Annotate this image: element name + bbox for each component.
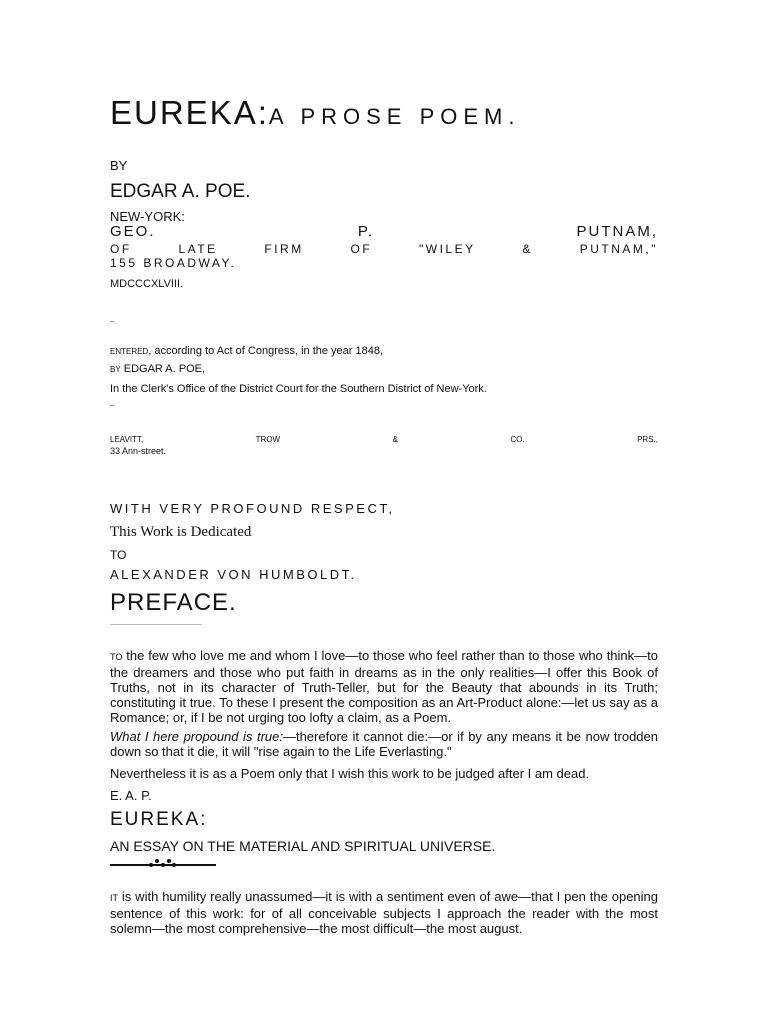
book-title — [110, 94, 520, 132]
preface-paragraph-3: Nevertheless it is as a Poem only that I wish this work to be judged after I am dead. — [110, 766, 590, 781]
publisher-name — [110, 223, 658, 240]
title-main: EUREKA: — [110, 94, 269, 131]
essay-subtitle: AN ESSAY ON THE MATERIAL AND SPIRITUAL UNIVERSE. — [110, 838, 496, 854]
publisher-firm — [110, 242, 658, 256]
firm-word: & — [522, 242, 533, 256]
title-subtitle: A PROSE POEM. — [268, 104, 521, 129]
publisher-word: PUTNAM, — [576, 223, 658, 240]
italic-text: What I here propound is true: — [110, 729, 283, 744]
preface-rule — [110, 624, 202, 625]
preface-paragraph-1 — [110, 648, 658, 725]
small-caps-word: BY — [110, 365, 121, 374]
preface-paragraph-2 — [110, 729, 658, 759]
copyright-by — [110, 363, 205, 375]
paragraph-text: —therefore it cannot die:—or if by any means it be now trodden down so that it die, it will "rise again to the Life Everlasting." — [110, 729, 658, 759]
essay-paragraph-1 — [110, 889, 658, 936]
publisher-word: P. — [357, 223, 375, 240]
dedication-line: This Work is Dedicated — [110, 524, 252, 540]
publication-year: MDCCCXLVIII. — [110, 278, 184, 290]
copyright-clerk: In the Clerk's Office of the District Court for the Southern District of New-York. — [110, 383, 487, 395]
paragraph-text: the few who love me and whom I love—to those who feel rather than to those who think—to the dreamers and those who put faith in dreams as in the only realities—I offer this Book of Truths, not in its character of Truth-Teller, but for the Beauty that abounds in its Truth; constituting it true. To these I present the composition as an Art-Product alone:—let us say as a Romance; or, if I be not urging too lofty a claim, as a Poem. — [110, 648, 658, 725]
firm-word: FIRM — [264, 242, 304, 256]
paragraph-text: is with humility really unassumed—it is with a sentiment even of awe—that I pen the opening sentence of this work: for of all conceivable subjects I approach the reader with the most solemn—the most comprehensive—the most difficult—the most august. — [110, 889, 658, 936]
preface-signature: E. A. P. — [110, 788, 152, 803]
essay-heading: EUREKA: — [110, 809, 208, 830]
publisher-city: NEW-YORK: — [110, 209, 185, 224]
firm-word: PUTNAM," — [579, 242, 658, 256]
copyright-entered — [110, 345, 383, 357]
byline-by: BY — [110, 158, 128, 173]
small-caps-word: TO — [110, 652, 123, 662]
copyright-text: , according to Act of Congress, in the year 1848, — [148, 345, 384, 357]
printer-word: CO. — [510, 435, 525, 444]
printer-word: LEAVITT, — [110, 435, 144, 444]
dedication-name: ALEXANDER VON HUMBOLDT. — [110, 567, 357, 582]
printer-line — [110, 435, 658, 444]
printer-word: & — [392, 435, 398, 444]
publisher-address: 155 BROADWAY. — [110, 256, 237, 270]
dedication-to: TO — [110, 548, 127, 562]
small-caps-word: ENTERED — [110, 347, 149, 356]
printer-street: 33 Ann-street. — [110, 446, 167, 456]
firm-word: OF — [350, 242, 373, 256]
firm-word: "WILEY — [418, 242, 476, 256]
preface-heading: PREFACE. — [110, 589, 237, 616]
firm-word: OF — [110, 242, 132, 256]
small-caps-word: IT — [110, 893, 118, 903]
separator-mark: _ — [110, 313, 115, 322]
ornament-divider-icon — [110, 856, 216, 870]
publisher-word: GEO. — [110, 223, 156, 240]
copyright-text: EDGAR A. POE, — [120, 363, 206, 375]
printer-word: PRS., — [637, 435, 658, 444]
printer-word: TROW — [255, 435, 281, 444]
dedication-respect: WITH VERY PROFOUND RESPECT, — [110, 501, 395, 516]
separator-mark: _ — [110, 397, 115, 406]
firm-word: LATE — [178, 242, 218, 256]
author-name: EDGAR A. POE. — [110, 181, 251, 202]
